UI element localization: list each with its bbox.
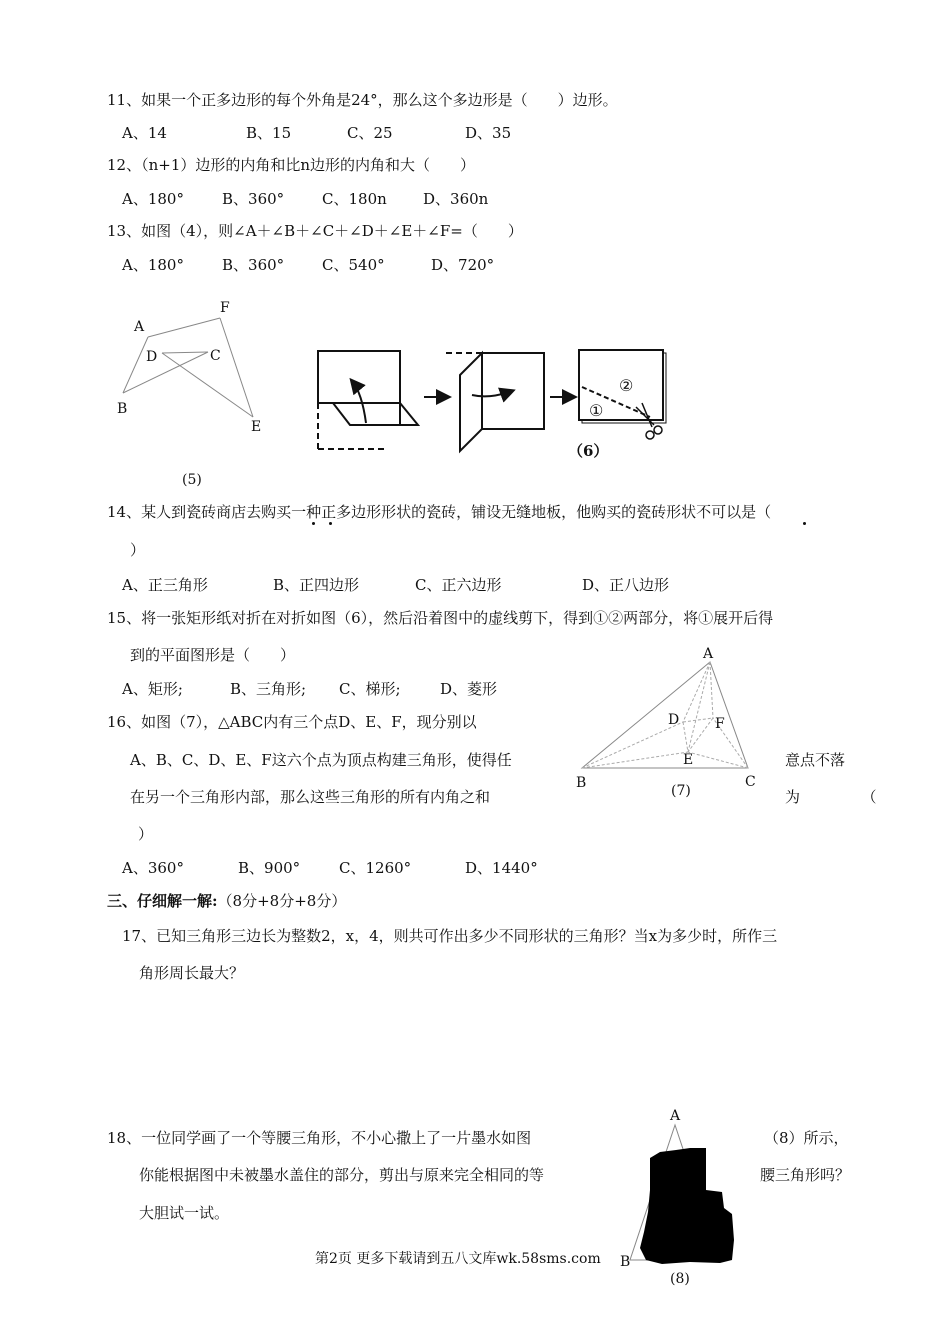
question-15-line1: 15、将一张矩形纸对折在对折如图（6），然后沿着图中的虚线剪下，得到①②两部分，将①展开后得 xyxy=(107,609,774,627)
q11-option-b: B、15 xyxy=(246,124,292,142)
q14-option-a: A、正三角形 xyxy=(122,576,208,594)
question-16-line3-right: 为 （ xyxy=(785,788,883,806)
fig6-caption: （6） xyxy=(568,442,609,460)
fig5-segment-fe xyxy=(220,318,253,417)
section-3-points: （8分+8分+8分） xyxy=(217,892,347,910)
fig7-label-c: C xyxy=(745,774,756,790)
fig5-caption: (5) xyxy=(182,472,202,488)
q14-option-d: D、正八边形 xyxy=(582,576,670,594)
question-18-line2-right: 腰三角形吗？ xyxy=(760,1166,851,1184)
q12-option-b: B、360° xyxy=(222,190,285,208)
emphasis-dot xyxy=(803,522,806,525)
fig5-label-b: B xyxy=(117,401,128,417)
fig8-label-b: B xyxy=(620,1254,631,1270)
fig5-segment-de xyxy=(162,353,253,417)
question-15-line2: 到的平面图形是（ ） xyxy=(130,646,296,664)
page-footer: 第2页 更多下载请到五八文库wk.58sms.com xyxy=(315,1251,601,1267)
q16-option-b: B、900° xyxy=(238,859,301,877)
q12-option-d: D、360n xyxy=(423,190,489,208)
fig8-caption: (8) xyxy=(670,1271,690,1287)
q13-option-b: B、360° xyxy=(222,256,285,274)
q15-option-c: C、梯形; xyxy=(339,680,401,698)
figure-6 xyxy=(310,345,680,465)
fig5-segment-dc xyxy=(162,352,208,353)
fig5-segment-af xyxy=(148,318,220,337)
figure-8 xyxy=(610,1100,760,1290)
fig6-circled-2: ② xyxy=(619,376,634,395)
figure-7 xyxy=(570,640,770,805)
fig5-segment-bc xyxy=(123,352,208,393)
question-16-line2-right: 意点不落 xyxy=(785,751,846,769)
fig5-label-a: A xyxy=(134,319,145,335)
fig6-panel-3 xyxy=(579,350,666,439)
q15-option-b: B、三角形; xyxy=(230,680,307,698)
fig5-label-c: C xyxy=(210,348,221,364)
fig7-triangle-abc xyxy=(582,662,748,768)
question-11: 11、如果一个正多边形的每个外角是24°，那么这个多边形是（ ）边形。 xyxy=(107,91,618,109)
question-16-line3: 在另一个三角形内部，那么这些三角形的所有内角之和 xyxy=(130,788,491,806)
q16-option-c: C、1260° xyxy=(339,859,412,877)
fig5-label-d: D xyxy=(146,349,158,365)
fig5-label-e: E xyxy=(251,419,262,435)
question-16-line2: A、B、C、D、E、F这六个点为顶点构建三角形，使得任 xyxy=(130,751,512,769)
q11-option-c: C、25 xyxy=(347,124,393,142)
question-18-line1-right: （8）所示， xyxy=(764,1129,849,1147)
question-14-line1: 14、某人到瓷砖商店去购买一种正多边形形状的瓷砖，铺设无缝地板，他购买的瓷砖形状不可以是（ xyxy=(107,503,772,521)
q14-option-b: B、正四边形 xyxy=(273,576,360,594)
fig7-label-f: F xyxy=(715,716,725,732)
fig7-caption: (7) xyxy=(671,783,691,799)
fig6-panel-2 xyxy=(446,353,544,451)
question-18-line1: 18、一位同学画了一个等腰三角形，不小心撒上了一片墨水如图 xyxy=(107,1129,532,1147)
question-14-line2: ） xyxy=(130,541,146,559)
q13-option-c: C、540° xyxy=(322,256,385,274)
fig6-panel-1 xyxy=(318,351,418,449)
emphasis-dot xyxy=(329,522,332,525)
fig8-label-a: A xyxy=(670,1108,681,1124)
fig5-label-f: F xyxy=(220,300,230,316)
section-3-title: 三、仔细解一解: xyxy=(107,892,218,910)
fig6-circled-1: ① xyxy=(589,401,604,420)
q11-option-a: A、14 xyxy=(122,124,167,142)
fig7-label-a: A xyxy=(703,646,714,662)
question-17-line1: 17、已知三角形三边长为整数2，x，4，则共可作出多少不同形状的三角形？当x为多少时，所作三 xyxy=(122,927,778,945)
fig7-label-b: B xyxy=(576,775,587,791)
fig7-label-e: E xyxy=(683,752,694,768)
question-16-line4: ） xyxy=(138,825,154,843)
q15-option-a: A、矩形; xyxy=(122,680,183,698)
question-18-line3: 大胆试一试。 xyxy=(139,1204,230,1222)
question-18-line2: 你能根据图中未被墨水盖住的部分，剪出与原来完全相同的等 xyxy=(139,1166,545,1184)
question-12: 12、（n+1）边形的内角和比n边形的内角和大（ ） xyxy=(107,156,476,174)
figure-5 xyxy=(110,295,280,440)
q13-option-a: A、180° xyxy=(122,256,184,274)
q11-option-d: D、35 xyxy=(465,124,512,142)
question-17-line2: 角形周长最大？ xyxy=(139,964,245,982)
section-3-heading xyxy=(107,891,346,911)
q15-option-d: D、菱形 xyxy=(440,680,498,698)
ink-blot xyxy=(640,1148,734,1264)
fig5-segment-ab xyxy=(123,337,148,393)
emphasis-dot xyxy=(312,522,315,525)
q14-option-c: C、正六边形 xyxy=(415,576,502,594)
q13-option-d: D、720° xyxy=(431,256,495,274)
q16-option-d: D、1440° xyxy=(465,859,538,877)
fig7-label-d: D xyxy=(668,712,680,728)
q12-option-c: C、180n xyxy=(322,190,387,208)
question-13: 13、如图（4），则∠A＋∠B＋∠C＋∠D＋∠E＋∠F=（ ） xyxy=(107,222,523,240)
q16-option-a: A、360° xyxy=(122,859,184,877)
question-16-line1: 16、如图（7），△ABC内有三个点D、E、F，现分别以 xyxy=(107,713,477,731)
q12-option-a: A、180° xyxy=(122,190,184,208)
